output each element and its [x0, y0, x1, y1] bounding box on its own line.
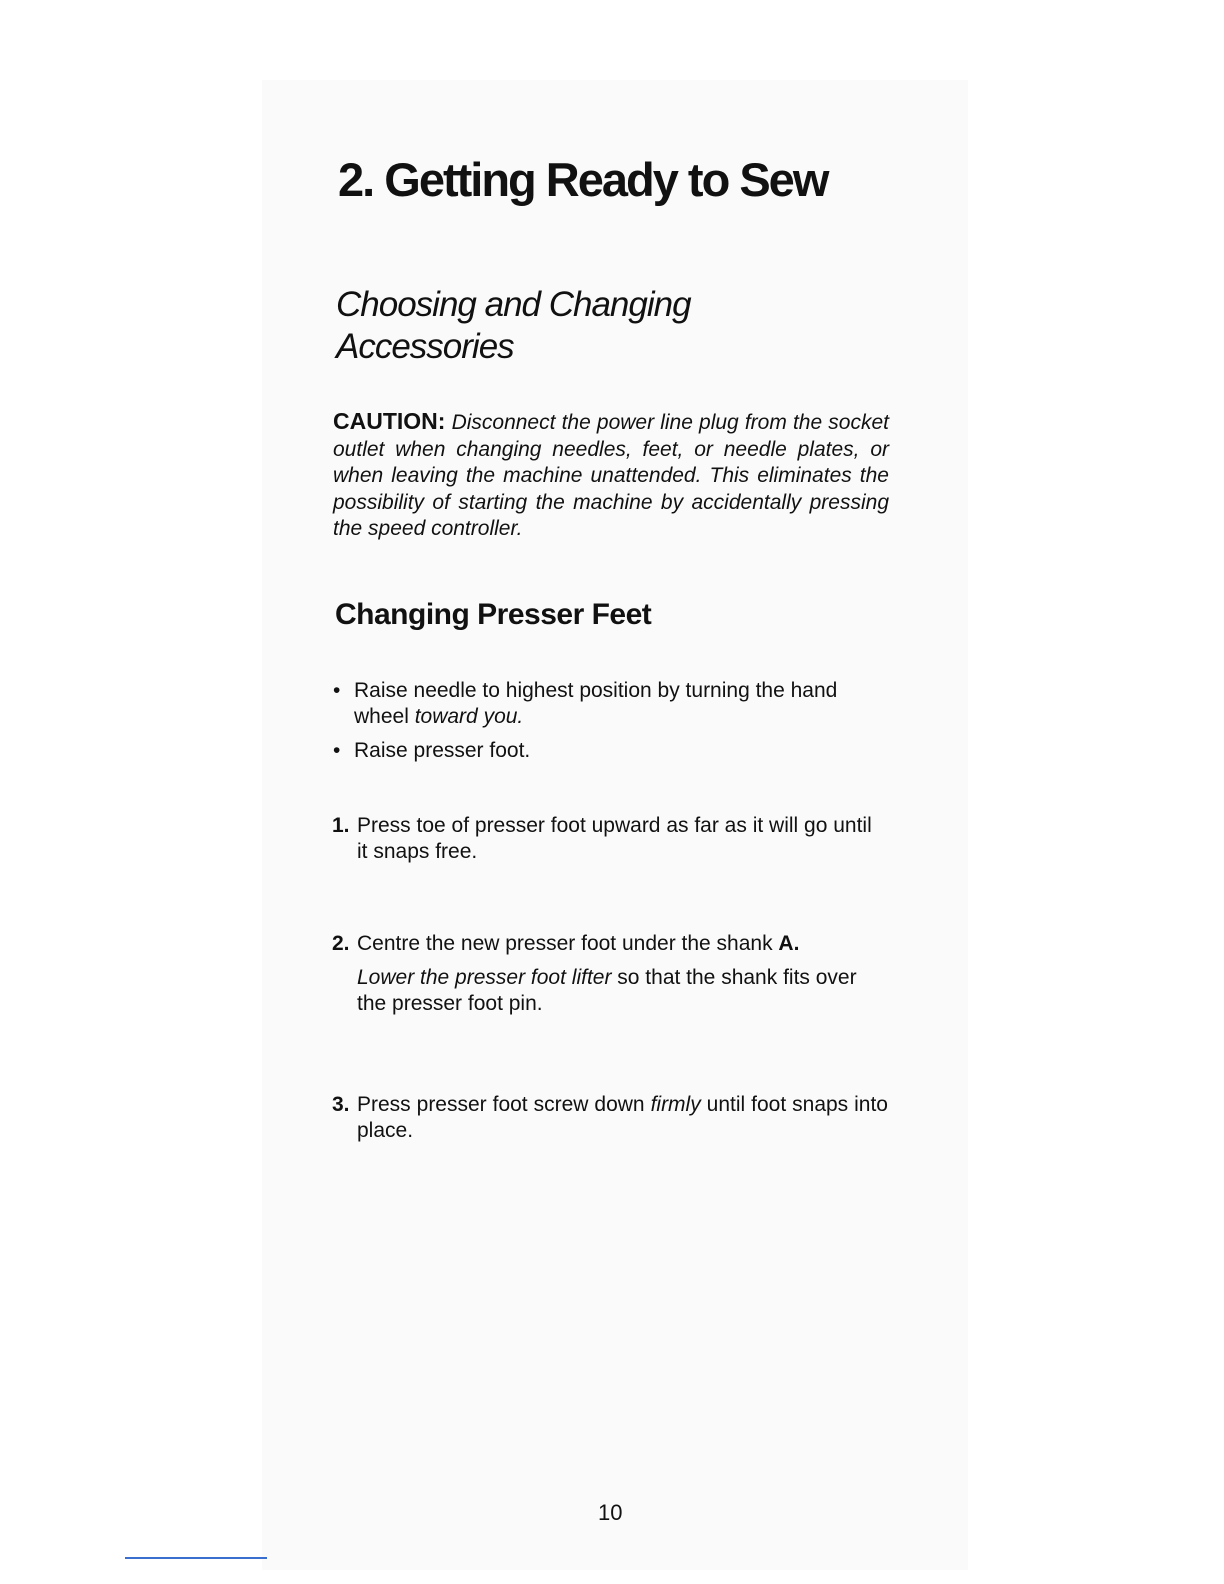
shank-label: A. — [778, 932, 800, 955]
bullet-marker: • — [333, 679, 341, 702]
bullet-marker: • — [333, 739, 341, 762]
step-number: 1. — [332, 814, 350, 837]
caution-notice — [333, 408, 889, 543]
step-1 — [332, 813, 888, 865]
bullet-text: Raise presser foot. — [354, 739, 531, 762]
step-subtext — [357, 965, 888, 1017]
step-subtext-emphasis: Lower the presser foot lifter — [357, 966, 612, 989]
caution-text: Disconnect the power line plug from the socket outlet when changing needles, feet, or needle plates, or when leaving the machine unattended. This eliminates the possibility of starting the machine by accidentally pressing the speed controller. — [333, 411, 889, 540]
subsection-title: Changing Presser Feet — [335, 598, 652, 631]
section-title-line-1: Choosing and Changing — [336, 285, 691, 324]
edge-line — [125, 1557, 267, 1559]
step-text-main: Press presser foot screw down — [357, 1093, 651, 1116]
step-number: 2. — [332, 932, 350, 955]
step-text-main: Centre the new presser foot under the shank — [357, 932, 779, 955]
bullet-item-raise-foot — [333, 738, 889, 764]
section-title-line-2: Accessories — [336, 327, 514, 366]
step-3 — [332, 1092, 888, 1144]
step-2 — [332, 931, 888, 1017]
section-title — [336, 284, 691, 368]
bullet-text — [354, 678, 889, 730]
bullet-text-emphasis: toward you. — [414, 705, 524, 728]
bullet-text-main: Raise needle to highest position by turning the hand wheel — [354, 679, 838, 728]
chapter-title: 2. Getting Ready to Sew — [338, 153, 828, 206]
step-text — [357, 1092, 888, 1144]
step-text — [357, 931, 888, 957]
step-subtext-main: so that the shank fits over the presser foot pin. — [357, 966, 857, 1015]
bullet-item-raise-needle — [333, 678, 889, 730]
step-text-tail: until foot snaps into place. — [357, 1093, 888, 1142]
step-text: Press toe of presser foot upward as far as it will go until it snaps free. — [357, 814, 872, 863]
step-number: 3. — [332, 1093, 350, 1116]
caution-label: CAUTION: — [333, 408, 446, 434]
step-text-emphasis: firmly — [650, 1093, 701, 1116]
page-number: 10 — [598, 1500, 623, 1525]
